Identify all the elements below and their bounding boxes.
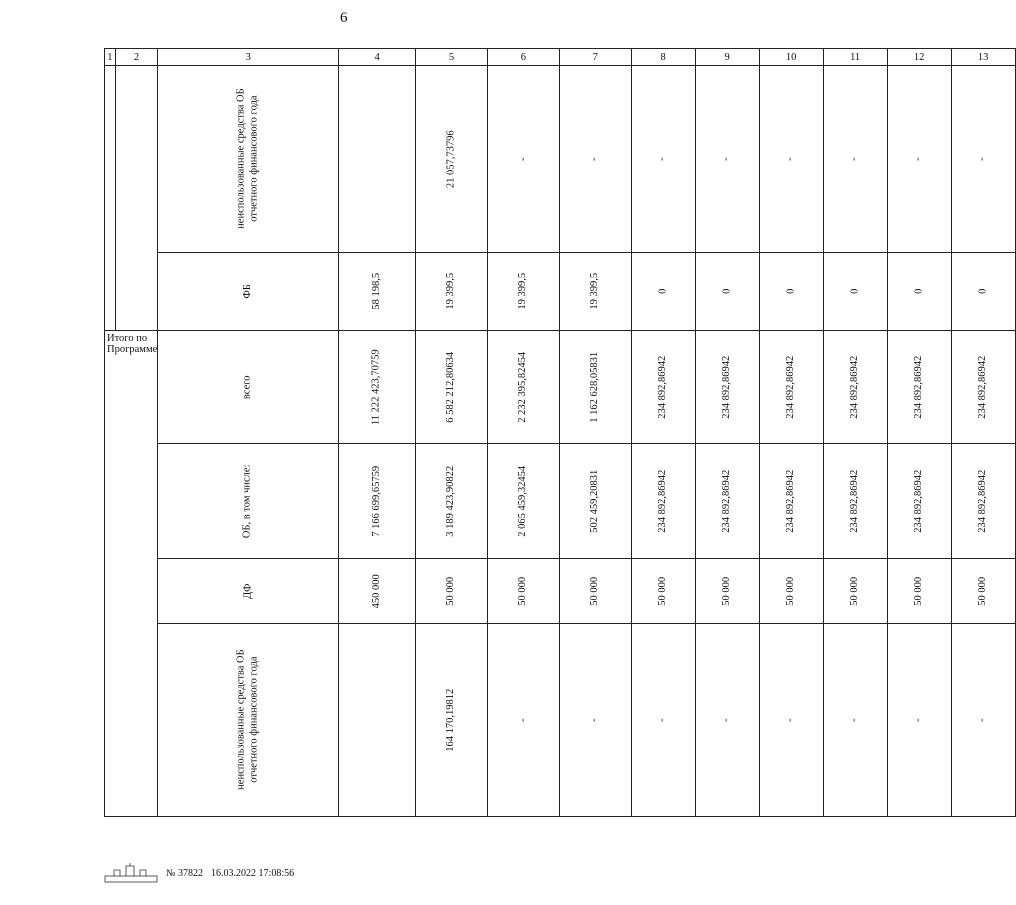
value: - — [848, 157, 860, 161]
value-cell — [887, 624, 951, 817]
value: 19 399,5 — [517, 273, 529, 310]
value-cell — [823, 66, 887, 253]
value: 0 — [656, 288, 668, 295]
budget-table — [104, 48, 1016, 817]
value: 234 892,86942 — [848, 469, 860, 533]
fb-band — [105, 253, 1016, 331]
value: 234 892,86942 — [656, 355, 668, 419]
value-cell — [416, 559, 488, 624]
value: 450 000 — [370, 573, 382, 609]
value: 2 065 459,32454 — [517, 465, 529, 537]
label-cell — [158, 624, 339, 817]
value-cell — [416, 66, 488, 253]
value-cell — [759, 444, 823, 559]
value-cell — [695, 253, 759, 331]
label-cell — [158, 331, 339, 444]
value: 234 892,86942 — [976, 469, 988, 533]
label-fb: ФБ — [241, 284, 253, 299]
page-number: 6 — [340, 10, 348, 26]
value: 0 — [976, 288, 988, 295]
value: 234 892,86942 — [784, 355, 796, 419]
value-cell — [631, 253, 695, 331]
value: 234 892,86942 — [912, 469, 924, 533]
document-number: № 37822 — [166, 867, 204, 879]
col-number: 3 — [158, 49, 339, 66]
unused-ob-band — [105, 624, 1016, 817]
value-cell — [823, 624, 887, 817]
value: - — [976, 157, 988, 161]
value: 19 399,5 — [445, 273, 457, 310]
value-cell — [339, 66, 416, 253]
unused-fb-band — [105, 66, 1016, 253]
col-number: 4 — [339, 49, 416, 66]
value-cell — [416, 331, 488, 444]
value-cell — [416, 444, 488, 559]
total-band — [105, 331, 1016, 444]
col-number: 13 — [951, 49, 1015, 66]
value-cell — [559, 66, 631, 253]
value: - — [517, 718, 529, 722]
value-cell — [823, 444, 887, 559]
value: 1 162 628,05831 — [588, 351, 600, 423]
value-cell — [559, 444, 631, 559]
value-cell — [759, 331, 823, 444]
value: - — [656, 718, 668, 722]
value: 50 000 — [976, 576, 988, 606]
value-cell — [759, 66, 823, 253]
value-cell — [487, 444, 559, 559]
col-number: 9 — [695, 49, 759, 66]
value-cell — [951, 331, 1015, 444]
value: 234 892,86942 — [912, 355, 924, 419]
value: 50 000 — [848, 576, 860, 606]
value: 234 892,86942 — [848, 355, 860, 419]
value: 50 000 — [517, 576, 529, 606]
value-cell — [887, 559, 951, 624]
value: 7 166 699,65759 — [370, 465, 382, 537]
value: - — [517, 157, 529, 161]
total-label: Итого по Программе — [107, 333, 158, 355]
blank-cell — [105, 66, 116, 331]
value-cell — [487, 66, 559, 253]
value: 502 459,20831 — [588, 469, 600, 533]
label-cell — [158, 66, 339, 253]
value: 21 057,73796 — [445, 130, 457, 188]
footer — [104, 862, 294, 884]
value: 3 189 423,90822 — [445, 465, 457, 537]
value-cell — [759, 559, 823, 624]
value-cell — [887, 66, 951, 253]
value: 0 — [720, 288, 732, 295]
value-cell — [487, 253, 559, 331]
value: 50 000 — [720, 576, 732, 606]
value-cell — [695, 559, 759, 624]
value: 19 399,5 — [588, 273, 600, 310]
label-df: ДФ — [241, 583, 253, 599]
value: 0 — [784, 288, 796, 295]
value-cell — [695, 331, 759, 444]
value-cell — [416, 624, 488, 817]
value-cell — [559, 559, 631, 624]
value-cell — [951, 624, 1015, 817]
value: 11 222 423,70759 — [370, 349, 382, 425]
value-cell — [823, 559, 887, 624]
value-cell — [487, 624, 559, 817]
value-cell — [487, 559, 559, 624]
value-cell — [631, 66, 695, 253]
value: 234 892,86942 — [976, 355, 988, 419]
value-cell — [951, 559, 1015, 624]
value: - — [720, 157, 732, 161]
value-cell — [339, 559, 416, 624]
col-number: 11 — [823, 49, 887, 66]
government-emblem-icon — [104, 862, 158, 884]
value-cell — [823, 253, 887, 331]
value-cell — [339, 624, 416, 817]
value-cell — [951, 253, 1015, 331]
value: 234 892,86942 — [656, 469, 668, 533]
value-cell — [559, 253, 631, 331]
value: 2 232 395,82454 — [517, 351, 529, 423]
value-cell — [416, 253, 488, 331]
value: 234 892,86942 — [720, 469, 732, 533]
value-cell — [695, 624, 759, 817]
label-total: всего — [241, 375, 253, 399]
value-cell — [887, 331, 951, 444]
value: 234 892,86942 — [720, 355, 732, 419]
value: - — [912, 157, 924, 161]
value: - — [588, 157, 600, 161]
value-cell — [951, 444, 1015, 559]
col-number: 5 — [416, 49, 488, 66]
label-cell — [158, 253, 339, 331]
value-cell — [887, 253, 951, 331]
value: 50 000 — [656, 576, 668, 606]
col-number: 6 — [487, 49, 559, 66]
value-cell — [951, 66, 1015, 253]
value: - — [720, 718, 732, 722]
value: - — [848, 718, 860, 722]
label-ob: ОБ, в том числе: — [241, 464, 253, 538]
label-cell — [158, 559, 339, 624]
value: - — [976, 718, 988, 722]
value: 0 — [848, 288, 860, 295]
value-cell — [631, 624, 695, 817]
col-number: 10 — [759, 49, 823, 66]
value: 6 582 212,80634 — [445, 351, 457, 423]
value-cell — [695, 66, 759, 253]
blank-cell — [115, 66, 157, 331]
label-unused-ob: неиспользованные средства ОБ отчетного финансового года — [235, 649, 260, 791]
value-cell — [559, 624, 631, 817]
ob-band — [105, 444, 1016, 559]
value: 0 — [912, 288, 924, 295]
value: - — [656, 157, 668, 161]
document-datetime: 16.03.2022 17:08:56 — [211, 867, 295, 879]
value-cell — [339, 444, 416, 559]
value: - — [784, 157, 796, 161]
col-number: 2 — [115, 49, 157, 66]
col-number: 8 — [631, 49, 695, 66]
value: 234 892,86942 — [784, 469, 796, 533]
value-cell — [759, 253, 823, 331]
col-number: 1 — [105, 49, 116, 66]
df-band — [105, 559, 1016, 624]
value-cell — [631, 444, 695, 559]
value-cell — [823, 331, 887, 444]
value: - — [784, 718, 796, 722]
value: 50 000 — [784, 576, 796, 606]
col-number: 12 — [887, 49, 951, 66]
value: 164 170,19812 — [445, 688, 457, 752]
col-number: 7 — [559, 49, 631, 66]
label-cell — [158, 444, 339, 559]
value: 50 000 — [588, 576, 600, 606]
value: 50 000 — [445, 576, 457, 606]
value-cell — [339, 253, 416, 331]
value-cell — [487, 331, 559, 444]
column-number-row — [105, 49, 1016, 66]
value-cell — [759, 624, 823, 817]
value: - — [912, 718, 924, 722]
value-cell — [631, 559, 695, 624]
value-cell — [339, 331, 416, 444]
value-cell — [559, 331, 631, 444]
total-label-cell — [105, 331, 158, 817]
value-cell — [695, 444, 759, 559]
value-cell — [631, 331, 695, 444]
value: 58 198,5 — [370, 273, 382, 310]
label-unused-fb: неиспользованные средства ОБ отчетного финансового года — [235, 88, 260, 230]
value-cell — [887, 444, 951, 559]
value: - — [588, 718, 600, 722]
value: 50 000 — [912, 576, 924, 606]
